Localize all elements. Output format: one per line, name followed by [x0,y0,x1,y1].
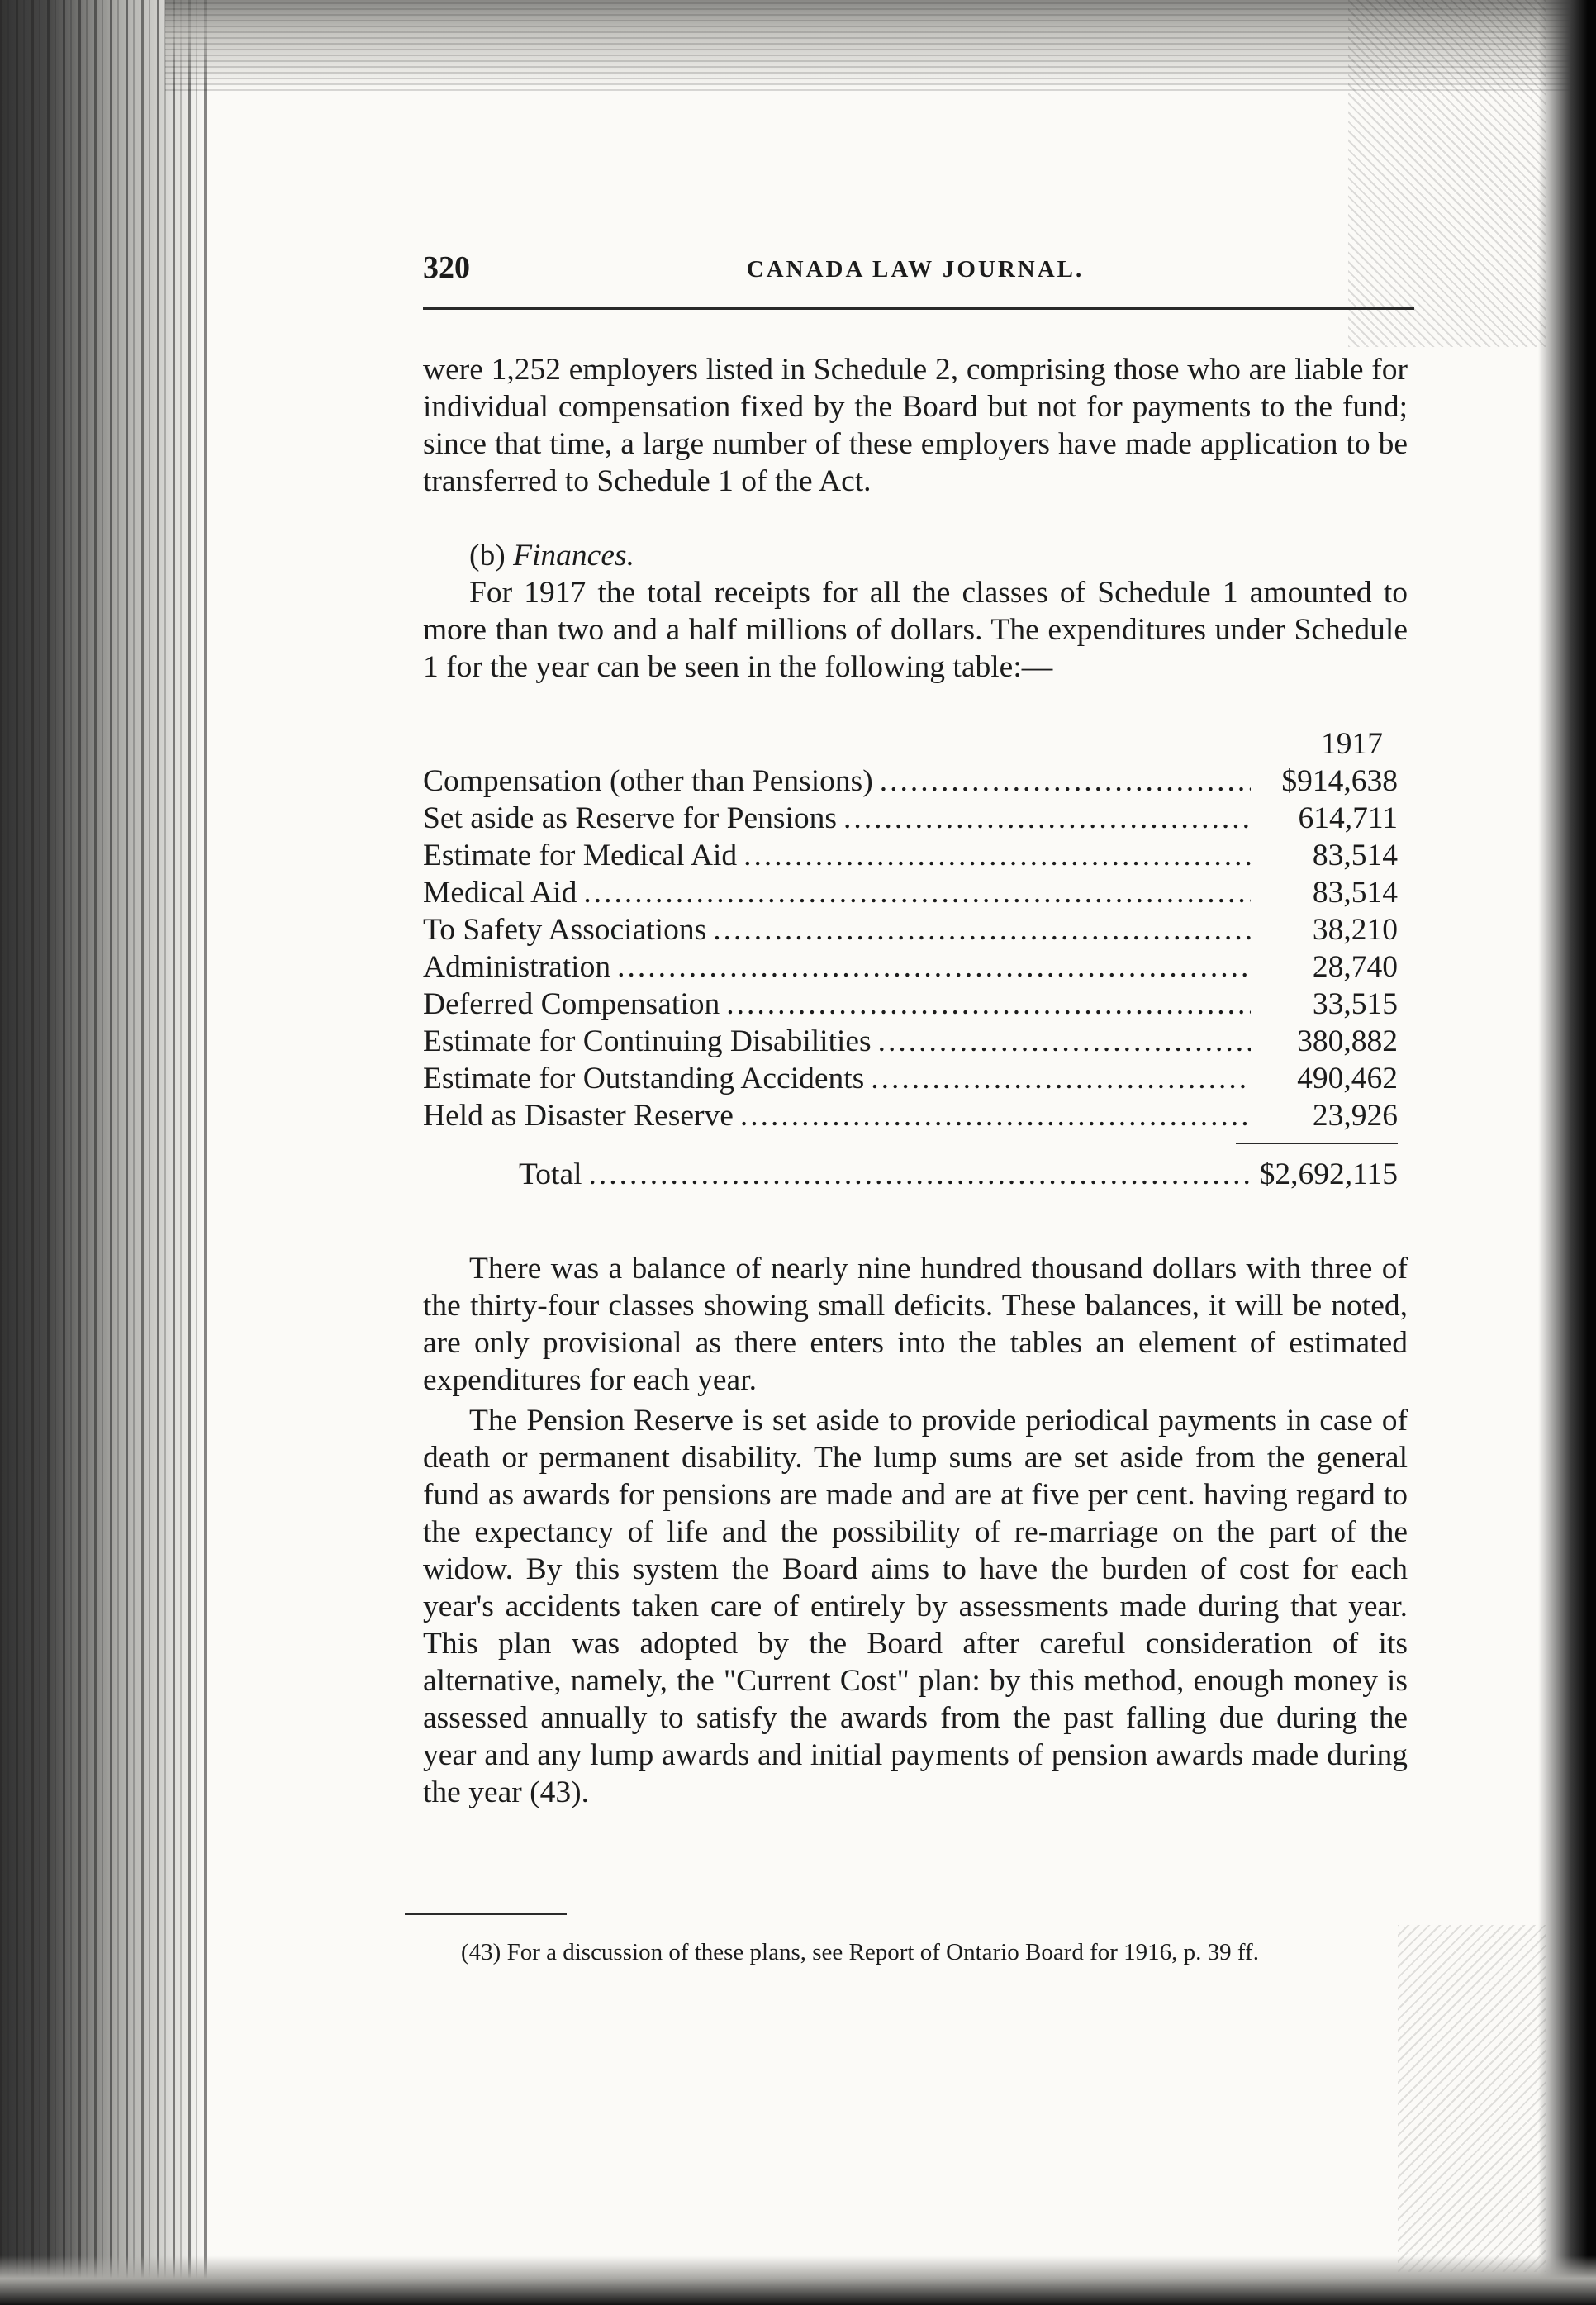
footnote-rule [405,1913,567,1915]
row-value: 28,740 [1312,950,1398,984]
row-label: Held as Disaster Reserve [423,1099,734,1133]
table-row [423,800,1398,837]
row-value: 83,514 [1312,876,1398,910]
paragraph-balance [423,1250,1408,1399]
row-label: Estimate for Medical Aid [423,839,738,872]
row-label: Medical Aid [423,876,577,910]
total-label: Total [519,1157,582,1191]
paragraph-receipts [423,574,1408,686]
scan-edge-right [1538,0,1596,2305]
row-label: Deferred Compensation [423,987,720,1021]
section-heading-marker: (b) [469,539,506,573]
table-row [423,911,1398,948]
dot-leader [880,763,1251,800]
table-row [423,837,1398,874]
paragraph-pension-reserve [423,1402,1408,1811]
row-label: Set aside as Reserve for Pensions [423,801,837,835]
row-label: To Safety Associations [423,913,707,947]
dot-leader [583,874,1251,911]
table-total-row [423,1156,1398,1193]
footnote [423,1937,1398,1967]
row-value: 490,462 [1297,1062,1398,1095]
dot-leader [743,837,1251,874]
table-row [423,1097,1398,1134]
dot-leader [740,1097,1251,1134]
table-row [423,948,1398,986]
total-rule [1236,1143,1398,1144]
table-row [423,763,1398,800]
row-value: 380,882 [1297,1024,1398,1058]
scan-noise-top-right [1348,0,1546,347]
paragraph-text: There was a balance of nearly nine hundred thousand dollars with three of the thirty-four classes showing small deficits. These balances, it will be noted, are only provisional as there enters into the tables an element of estimated expenditures for each year. [423,1252,1408,1397]
row-label: Estimate for Continuing Disabilities [423,1024,872,1058]
scan-noise-bottom-right [1398,1925,1546,2272]
page-header [423,250,1408,291]
dot-leader [713,911,1251,948]
dot-leader [871,1060,1251,1097]
section-heading-text: Finances. [513,539,634,573]
row-value: 23,926 [1312,1099,1398,1133]
scan-edge-left [0,0,207,2305]
expenditure-table [423,725,1398,1193]
row-label: Administration [423,950,611,984]
dot-leader [843,800,1251,837]
dot-leader [726,986,1251,1023]
running-title: CANADA LAW JOURNAL. [746,256,1085,283]
table-year-header: 1917 [1321,727,1383,761]
row-value: 83,514 [1312,839,1398,872]
header-rule [423,307,1414,310]
row-label: Compensation (other than Pensions) [423,764,873,798]
table-row [423,1060,1398,1097]
row-value: 614,711 [1298,801,1398,835]
table-row [423,874,1398,911]
dot-leader [589,1156,1251,1193]
paragraph-text: The Pension Reserve is set aside to provide periodical payments in case of death or permanent disability. The lump sums are set aside from the general fund as awards for pensions are made and are at five per cent. having regard to the expectancy of life and the possibility of re-marriage on the part of the widow. By this system the Board aims to have the burden of cost for each year's accidents taken care of entirely by assessments made during that year. This plan was adopted by the Board after careful consideration of its alternative, namely, the "Current Cost" plan: by this method, enough money is assessed annually to satisfy the awards from the past falling due during the year and any lump awards and initial payments of pension awards made during the year (43). [423,1404,1408,1809]
table-row [423,1023,1398,1060]
page-number: 320 [423,250,470,285]
section-heading-finances [423,537,1408,574]
row-value: 38,210 [1312,913,1398,947]
footnote-text: (43) For a discussion of these plans, see Report of Ontario Board for 1916, p. 39 ff. [461,1939,1259,1965]
dot-leader [617,948,1251,986]
paragraph-schedule-2 [423,351,1408,500]
row-value: 33,515 [1312,987,1398,1021]
table-row [423,986,1398,1023]
dot-leader [878,1023,1251,1060]
scan-edge-bottom [0,2255,1596,2305]
row-value: $914,638 [1281,764,1398,798]
paragraph-text: were 1,252 employers listed in Schedule 2, comprising those who are liable for individual compensation fixed by the Board but not for payments to the fund; since that time, a large number of these employers have made application to be transferred to Schedule 1 of the Act. [423,353,1408,498]
row-label: Estimate for Outstanding Accidents [423,1062,865,1095]
total-value: $2,692,115 [1259,1157,1398,1191]
paragraph-text: For 1917 the total receipts for all the classes of Schedule 1 amounted to more than two and a half millions of dollars. The expenditures under Schedule 1 for the year can be seen in the following table:— [423,576,1408,684]
